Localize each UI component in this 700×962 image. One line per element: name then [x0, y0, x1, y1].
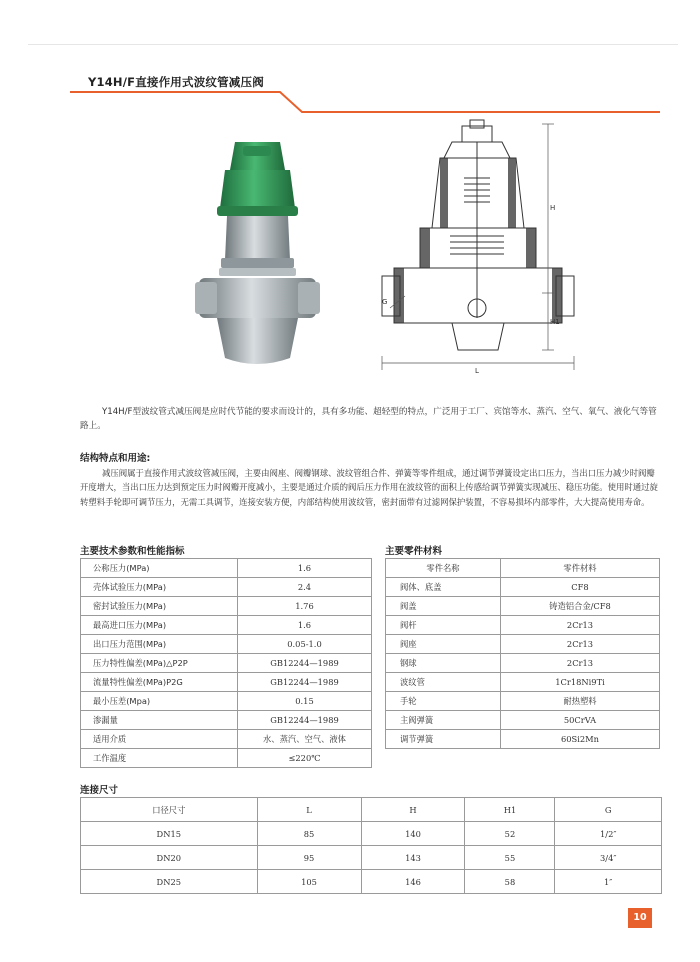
materials-heading: 主要零件材料: [385, 546, 443, 557]
table-row: [81, 870, 662, 894]
spec-label: 公称压力(MPa): [81, 559, 238, 578]
spec-value: GB12244—1989: [238, 711, 372, 730]
dimension-cell: 1/2″: [555, 822, 662, 846]
materials-header-row: [386, 559, 660, 578]
dimension-cell: 95: [257, 846, 361, 870]
dimension-cell: DN25: [81, 870, 258, 894]
material-part: 钢球: [386, 654, 501, 673]
valve-photo: [195, 130, 320, 370]
table-row: [386, 730, 660, 749]
material-part: 波纹管: [386, 673, 501, 692]
material-part: 调节弹簧: [386, 730, 501, 749]
intro-paragraph: [80, 405, 660, 433]
dimension-cell: 105: [257, 870, 361, 894]
table-row: [386, 692, 660, 711]
material-part: 阀座: [386, 635, 501, 654]
dimension-cell: 55: [465, 846, 555, 870]
table-row: [386, 711, 660, 730]
spec-value: 1.76: [238, 597, 372, 616]
spec-value: 水、蒸汽、空气、液体: [238, 730, 372, 749]
dimensions-col-header: H: [361, 798, 465, 822]
material-value: 50CrVA: [501, 711, 660, 730]
intro-text: Y14H/F型波纹管式减压阀是应时代节能的要求而设计的，具有多功能、超轻型的特点，广泛用于工厂、宾馆等水、蒸汽、空气、氧气、液化气等管路上。: [80, 407, 657, 431]
material-value: 耐热塑料: [501, 692, 660, 711]
table-row: [386, 578, 660, 597]
table-row: [386, 654, 660, 673]
dimension-cell: 3/4″: [555, 846, 662, 870]
structure-paragraph: [80, 466, 660, 509]
table-row: [81, 711, 372, 730]
spec-label: 密封试验压力(MPa): [81, 597, 238, 616]
table-row: [81, 846, 662, 870]
cross-section-drawing: [380, 118, 580, 380]
top-rule: [28, 44, 678, 45]
dimension-cell: 52: [465, 822, 555, 846]
page-number: 10: [628, 908, 652, 928]
dimension-cell: DN20: [81, 846, 258, 870]
dimensions-table: [80, 797, 662, 894]
table-row: [386, 616, 660, 635]
table-row: [81, 822, 662, 846]
structure-heading: 结构特点和用途:: [80, 453, 151, 464]
table-row: [386, 635, 660, 654]
material-value: 2Cr13: [501, 654, 660, 673]
spec-value: 2.4: [238, 578, 372, 597]
dimension-cell: 58: [465, 870, 555, 894]
dimension-cell: 140: [361, 822, 465, 846]
dimensions-heading: 连接尺寸: [80, 785, 119, 796]
spec-value: 0.05-1.0: [238, 635, 372, 654]
dimension-cell: 1″: [555, 870, 662, 894]
table-row: [386, 673, 660, 692]
dimension-cell: 85: [257, 822, 361, 846]
dimensions-col-header: L: [257, 798, 361, 822]
spec-value: 1.6: [238, 559, 372, 578]
dimension-cell: DN15: [81, 822, 258, 846]
spec-value: GB12244—1989: [238, 673, 372, 692]
spec-label: 渗漏量: [81, 711, 238, 730]
material-part: 阀盖: [386, 597, 501, 616]
spec-label: 壳体试验压力(MPa): [81, 578, 238, 597]
spec-value: GB12244—1989: [238, 654, 372, 673]
specs-heading: 主要技术参数和性能指标: [80, 546, 185, 557]
spec-label: 最高进口压力(MPa): [81, 616, 238, 635]
spec-value: 0.15: [238, 692, 372, 711]
table-row: [81, 616, 372, 635]
materials-col-part: 零件名称: [386, 559, 501, 578]
table-row: [81, 635, 372, 654]
table-row: [81, 578, 372, 597]
spec-label: 流量特性偏差(MPa)P2G: [81, 673, 238, 692]
material-value: 2Cr13: [501, 635, 660, 654]
spec-label: 工作温度: [81, 749, 238, 768]
table-row: [81, 654, 372, 673]
material-part: 主阀弹簧: [386, 711, 501, 730]
spec-value: ≤220℃: [238, 749, 372, 768]
spec-label: 压力特性偏差(MPa)△P2P: [81, 654, 238, 673]
spec-label: 出口压力范围(MPa): [81, 635, 238, 654]
page-title: Y14H/F直接作用式波纹管减压阀: [88, 75, 264, 89]
dim-label-h: H: [550, 204, 556, 212]
table-row: [81, 730, 372, 749]
dimensions-col-header: H1: [465, 798, 555, 822]
material-value: CF8: [501, 578, 660, 597]
spec-label: 适用介质: [81, 730, 238, 749]
materials-col-material: 零件材料: [501, 559, 660, 578]
table-row: [81, 749, 372, 768]
dim-label-l: L: [475, 367, 479, 375]
structure-text: 减压阀属于直接作用式波纹管减压阀，主要由阀座、阀瓣钢球、波纹管组合件、弹簧等零件组成，通过调节弹簧设定出口压力，当出口压力减少时阀瓣开度增大，当出口压力达到预定压力时阀瓣开度减小，主要是通过介质的阀后压力作用在波纹管的面积上传感给调节弹簧实现减压、稳压功能。使用时通过旋转塑料手轮即可调节压力，无需工具调节，连接安装方便，内部结构使用波纹管，密封面带有过滤网保护装置，不容易损坏内部零件，大大提高使用寿命。: [80, 468, 658, 507]
table-row: [386, 597, 660, 616]
dimension-cell: 143: [361, 846, 465, 870]
specs-table: [80, 558, 372, 768]
dim-label-h1: H1: [550, 318, 560, 326]
title-underline: [0, 90, 700, 120]
material-value: 铸造铝合金/CF8: [501, 597, 660, 616]
material-part: 阀体、底盖: [386, 578, 501, 597]
table-row: [81, 692, 372, 711]
spec-label: 最小压差(Mpa): [81, 692, 238, 711]
material-part: 阀杆: [386, 616, 501, 635]
dim-label-g: G: [382, 298, 388, 306]
materials-table: [385, 558, 660, 749]
table-row: [81, 597, 372, 616]
dimension-cell: 146: [361, 870, 465, 894]
dimensions-header-row: [81, 798, 662, 822]
spec-value: 1.6: [238, 616, 372, 635]
table-row: [81, 673, 372, 692]
material-value: 60Si2Mn: [501, 730, 660, 749]
dimensions-col-header: 口径尺寸: [81, 798, 258, 822]
material-value: 2Cr13: [501, 616, 660, 635]
table-row: [81, 559, 372, 578]
material-part: 手轮: [386, 692, 501, 711]
material-value: 1Cr18Ni9Ti: [501, 673, 660, 692]
dimensions-col-header: G: [555, 798, 662, 822]
